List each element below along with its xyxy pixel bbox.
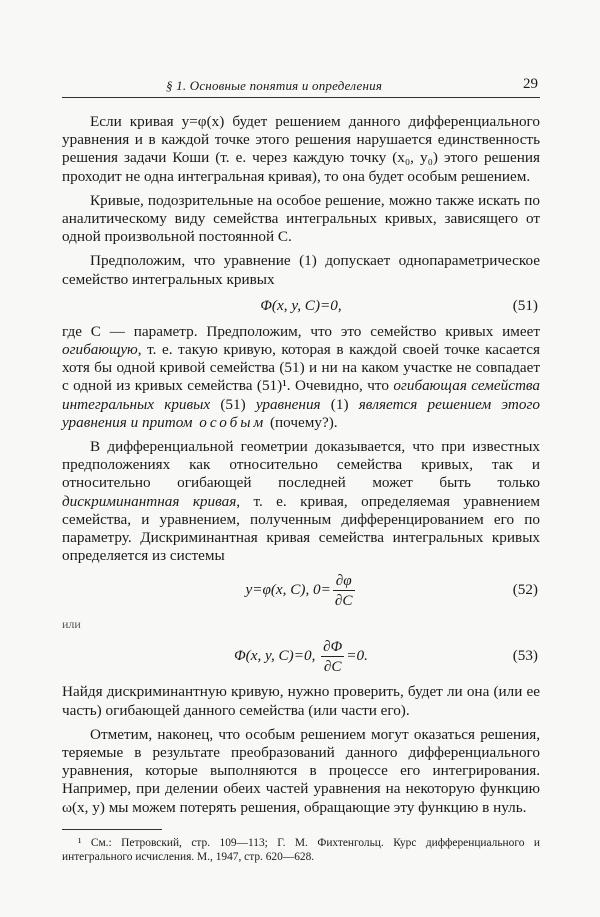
paragraph-suspicious-curves: Кривые, подозрительные на особое решение, можно также искать по аналитическому виду семейства интегральных кривых, зависящего от одной произвольной постоянной C. — [62, 191, 540, 246]
equation-51-formula: Φ(x, y, C)=0, — [260, 296, 342, 314]
equation-51-number: (51) — [512, 296, 538, 314]
equation-52-fraction: $\frac{\partial\varphi}{\partial C}$ — [334, 572, 353, 610]
section-title: § 1. Основные понятия и определения — [166, 78, 383, 93]
paragraph-lost-solutions: Отметим, наконец, что особым решением могут оказаться решения, теряемые в результате преобразований данного дифференциального уравнения, которые выполняются в процессе его интегрирования. Например, при делении обеих частей уравнения на некоторую функцию ω(x, y) мы можем потерять решения, обращающие эту функцию в нуль. — [62, 725, 540, 816]
equation-52-number: (52) — [512, 581, 538, 599]
paragraph-singular-solution: Если кривая y=φ(x) будет решением данного дифференциального уравнения и в каждой точке этого решения нарушается единственность решения задачи Коши (т. е. через каждую точку (x₀, y₀) этого решения проходит не одна интегральная кривая), то она будет особым решением. — [62, 113, 540, 185]
footnote-divider — [62, 829, 162, 830]
equation-52-left: y=φ(x, C), 0= — [245, 581, 331, 599]
word-or: или — [62, 617, 81, 632]
running-header — [62, 73, 540, 98]
page-body — [62, 113, 540, 864]
equation-52 — [62, 565, 540, 617]
paragraph-assumption: Предположим, что уравнение (1) допускает однопараметрическое семейство интегральных кривых — [62, 252, 540, 288]
equation-53-right: =0. — [346, 647, 368, 665]
page-number: 29 — [523, 76, 538, 92]
equation-51 — [62, 289, 540, 323]
equation-53-fraction: $\frac{\partial\Phi}{\partial C}$ — [323, 638, 343, 676]
footnote: ¹ См.: Петровский, стр. 109—113; Г. М. Фихтенгольц. Курс дифференциального и интегрального исчисления. М., 1947, стр. 620—628. — [62, 836, 540, 863]
equation-53 — [62, 631, 540, 683]
paragraph-discriminant: В дифференциальной геометрии доказывается, что при известных предположениях как относительно семейства кривых, так и относительно огибающей последней может быть только дискриминантная кривая, т. е. кривая, определяемая уравнением семейства, и уравнением, полученным дифференцированием его по параметру. Дискриминантная кривая семейства интегральных кривых определяется из системы — [62, 438, 540, 565]
equation-53-number: (53) — [512, 647, 538, 665]
equation-53-left: Φ(x, y, C)=0, — [234, 647, 316, 665]
paragraph-check-envelope: Найдя дискриминантную кривую, нужно проверить, будет ли она (или ее часть) огибающей данного семейства (или части его). — [62, 683, 540, 719]
paragraph-envelope: где C — параметр. Предположим, что это семейство кривых имеет огибающую, т. е. такую кривую, которая в каждой своей точке касается хотя бы одной кривой семейства (51) и ни на каком участке не совпадает с одной из кривых семейства (51)¹. Очевидно, что огибающая семейства интегральных кривых (51) уравнения (1) является решением этого уравнения и притом особым (почему?). — [62, 322, 540, 431]
